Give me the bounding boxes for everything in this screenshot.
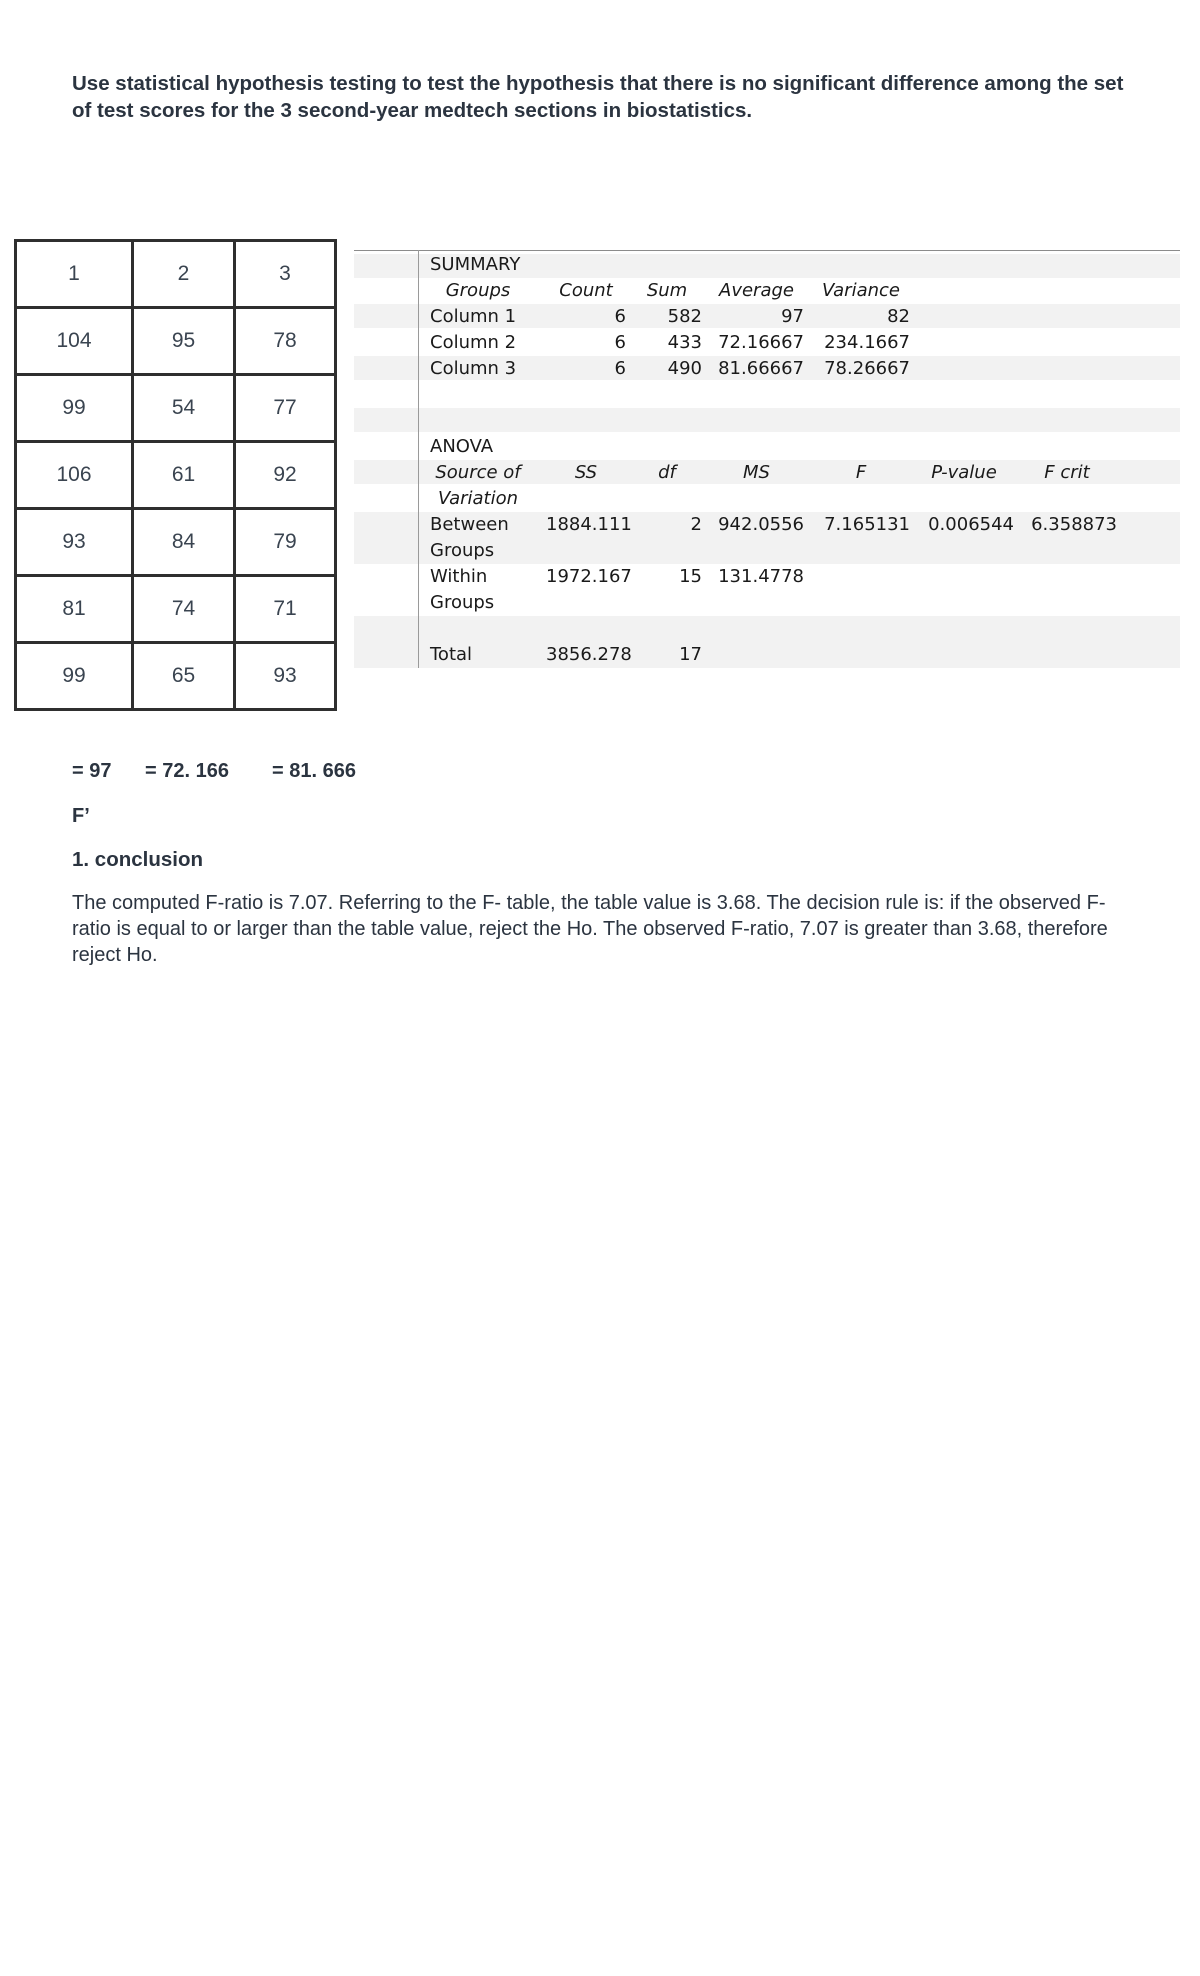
anova-f: 7.165131 [824,514,910,535]
anova-ss: 1884.111 [546,514,632,535]
anova-title: ANOVA [430,436,494,457]
anova-ms: 131.4778 [718,566,804,587]
anova-df: 17 [679,644,702,665]
f-prime-label: F’ [72,805,90,827]
table-cell: 78 [235,308,336,375]
summary-title: SUMMARY [430,254,521,275]
anova-p-value: 0.006544 [928,514,1014,535]
table-cell: 81 [16,576,133,643]
anova-ss: 3856.278 [546,644,632,665]
summary-group: Column 2 [430,332,517,353]
scores-table [14,239,337,711]
excel-top-border [354,250,1180,251]
summary-sum: 582 [667,306,702,327]
table-row [16,375,336,442]
table-cell: 65 [133,643,235,710]
summary-group: Column 3 [430,358,517,379]
anova-df: 15 [679,566,702,587]
summary-header: Sum [646,280,688,301]
summary-average: 97 [781,306,804,327]
summary-variance: 78.26667 [824,358,910,379]
excel-row-shade [354,642,1180,668]
anova-ms: 942.0556 [718,514,804,535]
summary-count: 6 [614,358,626,379]
table-cell: 99 [16,643,133,710]
table-cell: 71 [235,576,336,643]
summary-header: Groups [445,280,511,301]
anova-source: Total [430,644,473,665]
anova-header: Source of Variation [435,462,521,509]
summary-variance: 234.1667 [824,332,910,353]
mean-group-1: = 97 [72,760,112,782]
table-cell: 74 [133,576,235,643]
table-cell: 77 [235,375,336,442]
anova-source: Between Groups [430,514,509,561]
table-cell: 79 [235,509,336,576]
table-cell: 93 [16,509,133,576]
table-header-cell: 3 [235,241,336,308]
table-header-cell: 1 [16,241,133,308]
table-cell: 104 [16,308,133,375]
anova-header: SS [574,462,598,483]
summary-count: 6 [614,306,626,327]
anova-header: F crit [1044,462,1090,483]
summary-average: 81.66667 [718,358,804,379]
anova-f-crit: 6.358873 [1031,514,1117,535]
table-row [16,643,336,710]
mean-group-2: = 72. 166 [145,760,229,782]
table-cell: 92 [235,442,336,509]
anova-header: P-value [931,462,997,483]
table-cell: 95 [133,308,235,375]
table-header-row [16,241,336,308]
table-cell: 54 [133,375,235,442]
table-cell: 93 [235,643,336,710]
summary-sum: 490 [667,358,702,379]
summary-sum: 433 [667,332,702,353]
anova-header: MS [743,462,770,483]
conclusion-heading: 1. conclusion [72,848,203,871]
excel-left-border [418,250,419,668]
anova-source: Within Groups [430,566,495,613]
summary-header: Average [719,280,794,301]
anova-df: 2 [690,514,702,535]
mean-group-3: = 81. 666 [272,760,356,782]
anova-ss: 1972.167 [546,566,632,587]
table-row [16,308,336,375]
table-cell: 84 [133,509,235,576]
table-cell: 106 [16,442,133,509]
table-cell: 99 [16,375,133,442]
conclusion-text: The computed F-ratio is 7.07. Referring to the F- table, the table value is 3.68. The decision rule is: if the observed F-ratio is equal to or larger than the table value, reject the Ho. The observed F-ratio, 7.07 is greater than 3.68, therefore reject Ho. [72,892,1108,966]
summary-average: 72.16667 [718,332,804,353]
summary-header: Count [559,280,613,301]
table-cell: 61 [133,442,235,509]
table-row [16,442,336,509]
excel-row-shade [354,408,1180,432]
anova-header: df [658,462,676,483]
summary-header: Variance [821,280,900,301]
question-text: Use statistical hypothesis testing to test the hypothesis that there is no significant difference among the set of test scores for the 3 second-year medtech sections in biostatistics. [72,72,1124,122]
summary-variance: 82 [887,306,910,327]
anova-header: F [855,462,867,483]
summary-group: Column 1 [430,306,517,327]
table-row [16,509,336,576]
table-row [16,576,336,643]
summary-count: 6 [614,332,626,353]
table-header-cell: 2 [133,241,235,308]
